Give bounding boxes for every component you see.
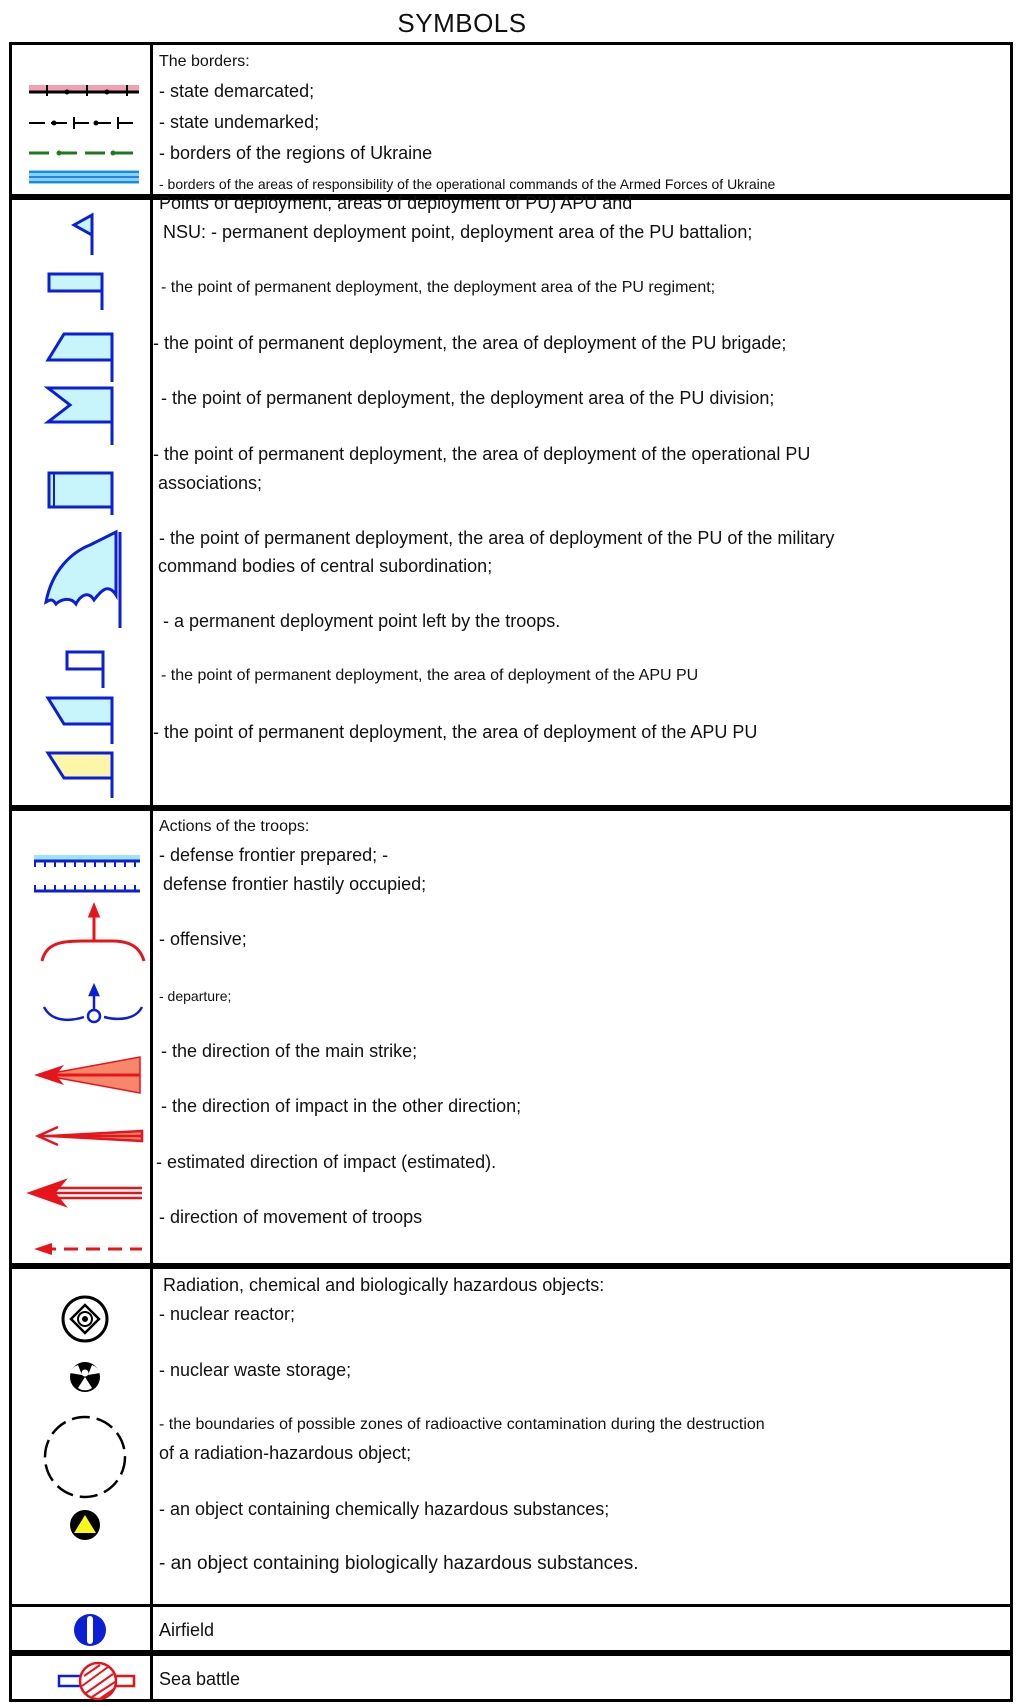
deployment-legend — [153, 193, 1010, 805]
actions-symbols — [12, 811, 153, 1263]
hazards-legend — [153, 1269, 1010, 1604]
section-deployment — [9, 193, 1013, 808]
legend-text: - departure; — [159, 988, 232, 1004]
actions-heading: Actions of the troops: — [159, 818, 310, 835]
airfield-label: Airfield — [159, 1620, 215, 1640]
estimated-impact-arrow-icon — [30, 1181, 142, 1205]
defense-frontier-prepared-icon — [34, 855, 140, 864]
region-border-icon — [29, 151, 139, 156]
sea-battle-label: Sea battle — [159, 1669, 241, 1689]
troop-movement-arrow-icon — [34, 1243, 142, 1255]
sea-battle-legend — [153, 1656, 1010, 1699]
section-airfield — [9, 1604, 1013, 1653]
apu-pu-flag-icon — [48, 698, 112, 744]
section-sea-battle — [9, 1653, 1013, 1702]
legend-text: - the point of permanent deployment, the area of deployment of the PU brigade; — [153, 333, 787, 353]
abandoned-deployment-flag-icon — [67, 652, 103, 688]
state-undemarked-border-icon — [29, 117, 139, 129]
section-borders — [9, 42, 1013, 197]
sea-battle-icon — [59, 1663, 134, 1699]
main-strike-arrow-icon — [34, 1057, 140, 1093]
sea-battle-symbol — [12, 1656, 153, 1699]
legend-text: command bodies of central subordination; — [158, 556, 493, 576]
hazards-symbols — [12, 1269, 153, 1604]
apu-pu-yellow-flag-icon — [48, 753, 112, 798]
legend-text: - an object containing chemically hazardous substances; — [159, 1499, 610, 1519]
legend-text: - the point of permanent deployment, the area of deployment of the APU PU — [153, 722, 758, 742]
legend-text: - borders of the regions of Ukraine — [159, 143, 433, 163]
central-command-flag-icon — [46, 532, 120, 628]
legend-text: - the point of permanent deployment, the area of deployment of the PU of the military — [159, 528, 835, 548]
airfield-symbol — [12, 1607, 153, 1650]
legend-text: - the direction of the main strike; — [161, 1041, 418, 1061]
chemical-hazard-object-icon — [70, 1510, 100, 1540]
operational-association-flag-icon — [49, 473, 112, 515]
legend-text: - the point of permanent deployment, the deployment area of the PU regiment; — [161, 279, 716, 296]
contamination-zone-boundary-icon — [45, 1417, 125, 1497]
operational-command-border-icon — [29, 170, 139, 184]
legend-text: of a radiation-hazardous object; — [159, 1443, 412, 1463]
borders-legend — [153, 45, 1010, 194]
legend-text: NSU: - permanent deployment point, deployment area of the PU battalion; — [163, 222, 753, 242]
battalion-flag-icon — [74, 215, 92, 255]
legend-text: - offensive; — [159, 929, 247, 949]
legend-text: - the boundaries of possible zones of radioactive contamination during the destruction — [159, 1416, 765, 1433]
legend-text: associations; — [158, 473, 263, 493]
departure-icon — [44, 986, 142, 1022]
actions-legend — [153, 811, 1010, 1263]
section-hazards — [9, 1266, 1013, 1607]
state-demarcated-border-icon — [29, 85, 139, 96]
legend-text: - defense frontier prepared; - — [159, 845, 389, 865]
legend-text: - state undemarked; — [159, 112, 320, 132]
nuclear-reactor-icon — [63, 1297, 107, 1341]
hazards-heading: Radiation, chemical and biologically hazardous objects: — [163, 1275, 605, 1295]
legend-text: - nuclear reactor; — [159, 1304, 296, 1324]
deployment-symbols — [12, 200, 153, 805]
legend-text: - state demarcated; — [159, 81, 315, 101]
legend-text: - a permanent deployment point left by the troops. — [163, 611, 561, 631]
division-flag-icon — [48, 388, 112, 445]
page-title: SYMBOLS — [397, 8, 527, 38]
nuclear-waste-storage-icon — [70, 1362, 100, 1392]
airfield-legend — [153, 1607, 1010, 1650]
legend-text: - estimated direction of impact (estimated). — [156, 1152, 497, 1172]
regiment-flag-icon — [49, 274, 102, 310]
legend-text: - the point of permanent deployment, the deployment area of the PU division; — [161, 388, 775, 408]
borders-heading: The borders: — [159, 53, 250, 70]
airfield-icon — [74, 1614, 106, 1646]
legend-text: - direction of movement of troops — [159, 1207, 423, 1227]
other-direction-arrow-icon — [38, 1127, 142, 1145]
deployment-heading: Points of deployment, areas of deployment of PU) APU and — [159, 193, 633, 213]
legend-text: - an object containing biologically hazardous substances. — [159, 1553, 639, 1574]
brigade-flag-icon — [48, 334, 112, 382]
legend-text: - nuclear waste storage; — [159, 1360, 352, 1380]
offensive-icon — [42, 906, 144, 961]
legend-text: defense frontier hastily occupied; — [163, 874, 427, 894]
defense-frontier-hastily-icon — [34, 888, 140, 891]
legend-text: - borders of the areas of responsibility of the operational commands of the Armed Forces of Ukraine — [159, 176, 776, 192]
legend-text: - the point of permanent deployment, the area of deployment of the APU PU — [161, 667, 699, 684]
legend-text: - the point of permanent deployment, the area of deployment of the operational PU — [153, 444, 811, 464]
section-actions — [9, 808, 1013, 1266]
borders-symbols — [12, 45, 153, 194]
legend-text: - the direction of impact in the other direction; — [161, 1096, 522, 1116]
